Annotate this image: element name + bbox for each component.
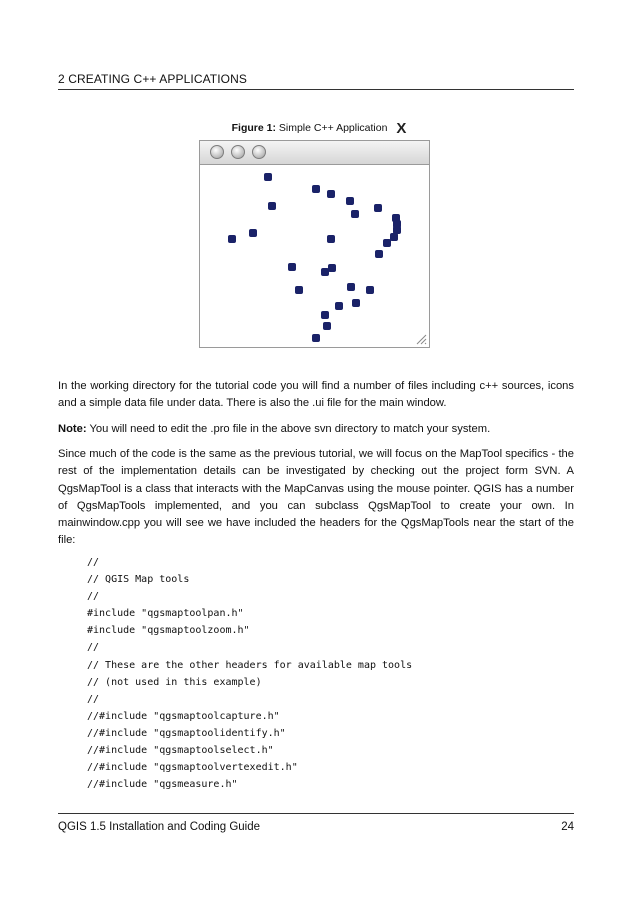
map-point [295,286,303,294]
close-window-icon [210,145,224,159]
map-point [375,250,383,258]
map-point [383,239,391,247]
app-window-screenshot [199,140,430,348]
window-titlebar [200,141,429,165]
map-point [327,190,335,198]
code-line: //#include "qgsmaptoolcapture.h" [87,710,280,722]
paragraph-maptool: Since much of the code is the same as the previous tutorial, we will focus on the MapTool specifics - the rest of the implementation details can be investigated by checking out the project form SVN. A QgsMapTool is a class that interacts with the MapCanvas using the mouse pointer. QGIS has a number of QgsMapTools implemented, and you can subclass QgsMapTool to create your own. In mainwindow.cpp you will see we have included the headers for the QgsMapTools near the start of the file: [58,448,574,547]
code-line: //#include "qgsmaptoolvertexedit.h" [87,762,298,774]
figure-caption [0,120,638,137]
code-line: // [87,642,100,654]
resize-grip-icon [415,333,427,345]
code-line: #include "qgsmaptoolzoom.h" [87,625,250,637]
map-point [351,210,359,218]
code-line: // (not used in this example) [87,676,262,688]
code-line: // [87,693,100,705]
map-point [323,322,331,330]
map-point [328,264,336,272]
page-number: 24 [561,821,574,833]
paragraph-intro: In the working directory for the tutorial code you will find a number of files including c++ sources, icons and a simple data file under data. There is also the .ui file for the main window. [58,380,574,410]
map-point [321,311,329,319]
map-point [321,268,329,276]
map-point [374,204,382,212]
code-line: // These are the other headers for available map tools [87,659,413,671]
map-point [312,334,320,342]
map-point [264,173,272,181]
map-point [366,286,374,294]
note-paragraph [58,421,574,438]
map-canvas [200,165,429,347]
code-line: //#include "qgsmeasure.h" [87,779,238,791]
code-line: #include "qgsmaptoolpan.h" [87,608,244,620]
close-x-icon: X [396,120,407,137]
figure-caption-text: Simple C++ Application [278,122,388,134]
minimize-window-icon [231,145,245,159]
header-rule [58,89,574,90]
map-point [249,229,257,237]
footer-title: QGIS 1.5 Installation and Coding Guide [58,821,261,833]
map-point [347,283,355,291]
map-point [335,302,343,310]
code-line: //#include "qgsmaptoolselect.h" [87,745,274,757]
code-block [87,554,412,793]
note-text: You will need to edit the .pro file in the above svn directory to match your system. [89,423,491,435]
code-line: // [87,591,100,603]
footer-rule [58,813,574,814]
map-point [346,197,354,205]
map-point [327,235,335,243]
map-point [352,299,360,307]
code-line: // [87,557,100,568]
map-point [228,235,236,243]
map-point [312,185,320,193]
zoom-window-icon [252,145,266,159]
page-header: 2 CREATING C++ APPLICATIONS [58,72,247,86]
note-label: Note: [58,423,87,435]
map-point [390,233,398,241]
code-line: //#include "qgsmaptoolidentify.h" [87,727,286,739]
figure-label: Figure 1: [231,122,276,134]
map-point [268,202,276,210]
code-line: // QGIS Map tools [87,574,190,586]
map-point [288,263,296,271]
